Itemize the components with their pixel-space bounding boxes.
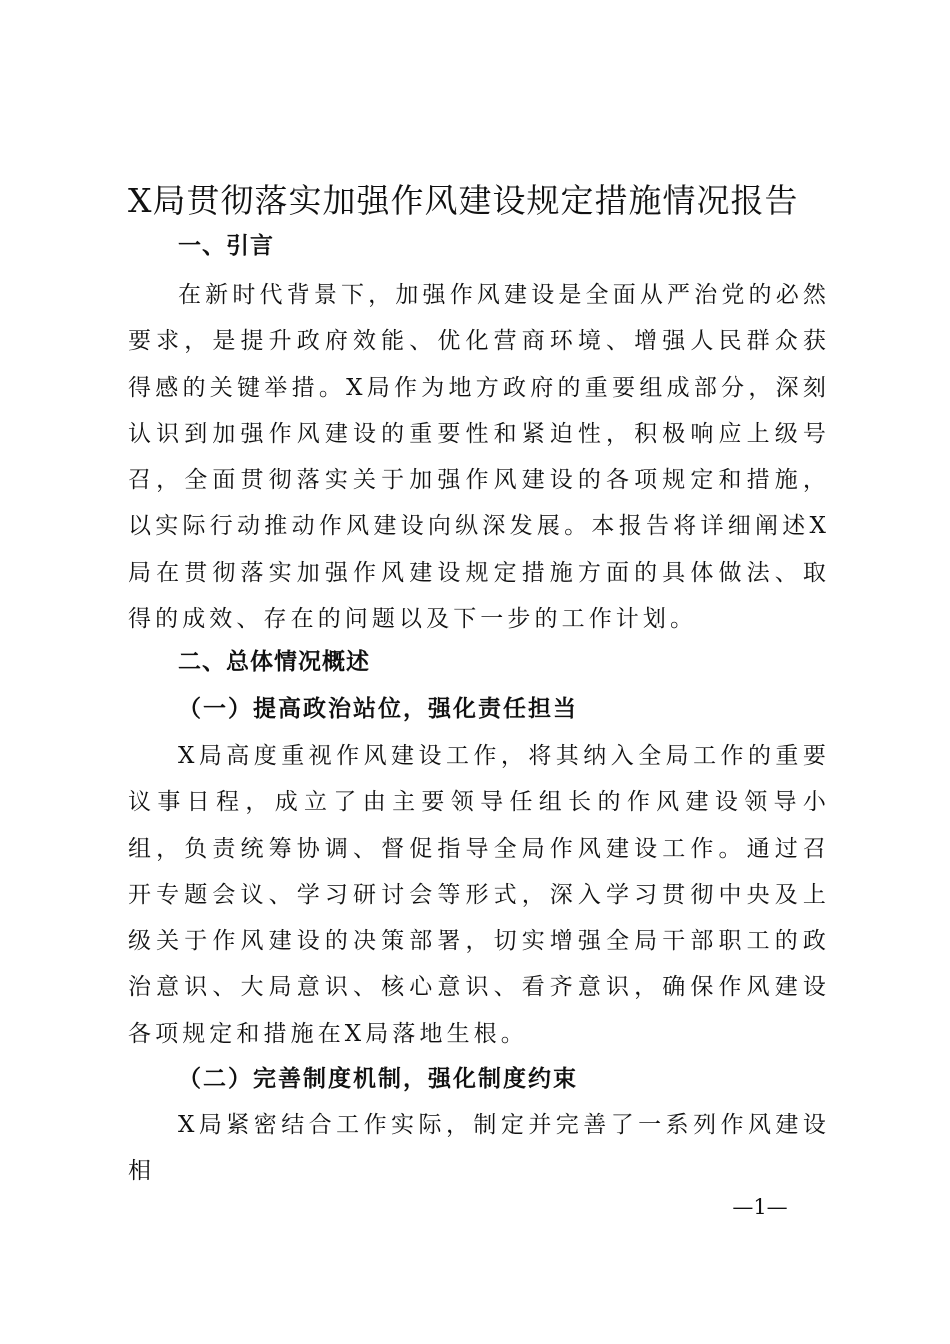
document-title: X局贯彻落实加强作风建设规定措施情况报告 [128,181,799,220]
subsection-heading-political-standing: （一）提高政治站位，强化责任担当 [178,695,578,722]
section-heading-overview: 二、总体情况概述 [178,649,370,675]
subsection-heading-institutional-mechanisms: （二）完善制度机制，强化制度约束 [178,1065,578,1092]
page-number: —1— [732,1195,788,1219]
introduction-paragraph: 在新时代背景下，加强作风建设是全面从严治党的必然要求，是提升政府效能、优化营商环境、增强人民群众获得感的关键举措。X局作为地方政府的重要组成部分，深刻认识到加强作风建设的重要性和紧迫性，积极响应上级号召，全面贯彻落实关于加强作风建设的各项规定和措施，以实际行动推动作风建设向纵深发展。本报告将详细阐述X局在贯彻落实加强作风建设规定措施方面的具体做法、取得的成效、存在的问题以及下一步的工作计划。 [128,282,830,633]
institutional-mechanisms-paragraph: X局紧密结合工作实际，制定并完善了一系列作风建设相 [128,1112,830,1185]
political-standing-paragraph: X局高度重视作风建设工作，将其纳入全局工作的重要议事日程，成立了由主要领导任组长的作风建设领导小组，负责统筹协调、督促指导全局作风建设工作。通过召开专题会议、学习研讨会等形式，深入学习贯彻中央及上级关于作风建设的决策部署，切实增强全局干部职工的政治意识、大局意识、核心意识、看齐意识，确保作风建设各项规定和措施在X局落地生根。 [128,743,830,1047]
section-heading-introduction: 一、引言 [178,233,274,259]
